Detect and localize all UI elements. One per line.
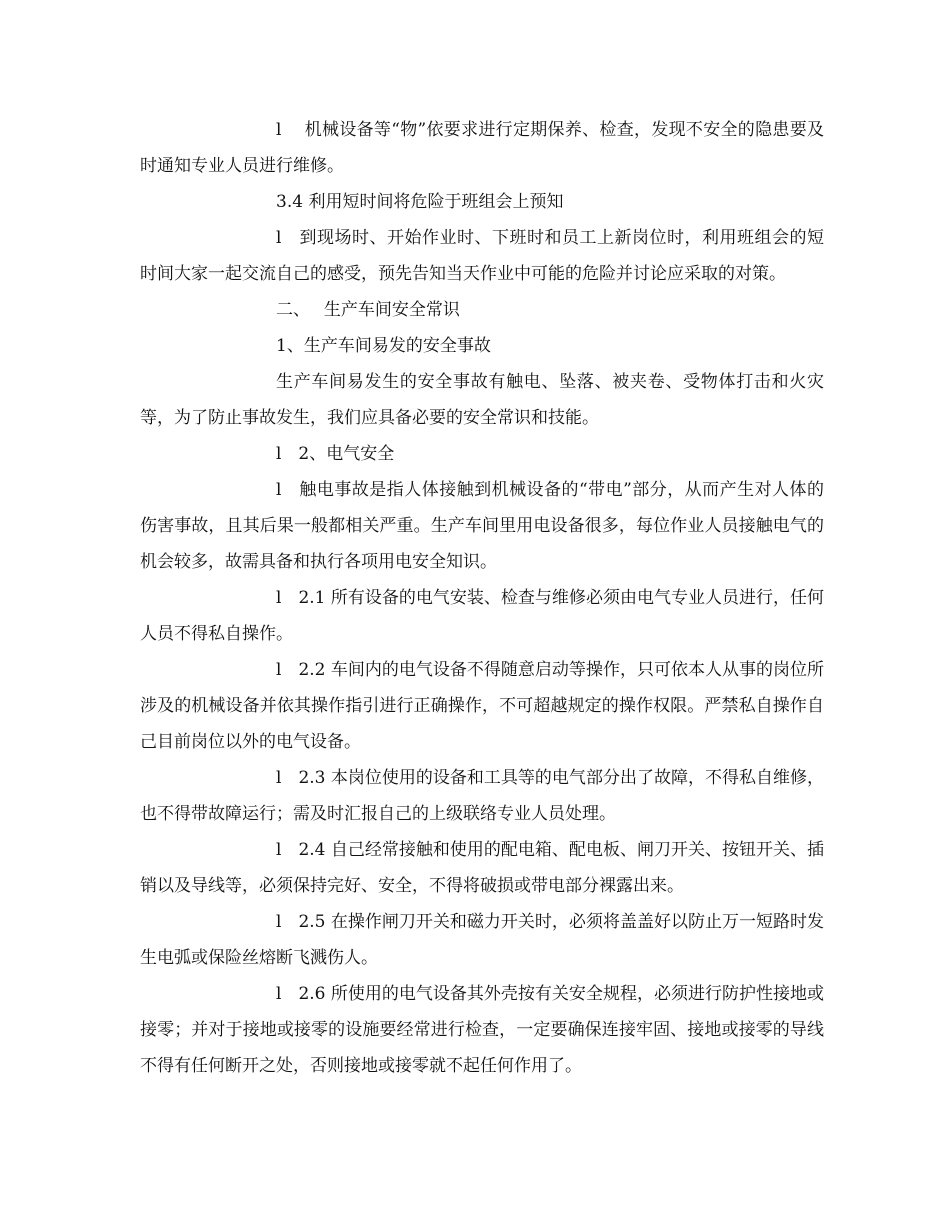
chapter-heading-two: 二、 生产车间安全常识 (276, 300, 460, 320)
paragraph-maintenance: l 机械设备等“物”依要求进行定期保养、检查，发现不安全的隐患要及时通知专业人员进行维修。 (140, 120, 824, 176)
document-page (140, 112, 824, 1084)
paragraph-2-1: l 2.1 所有设备的电气安装、检查与维修必须由电气专业人员进行，任何人员不得私自操作。 (140, 588, 824, 644)
paragraph-2-4: l 2.4 自己经常接触和使用的配电箱、配电板、闸刀开关、按钮开关、插销以及导线等，必须保持完好、安全，不得将破损或带电部分裸露出来。 (140, 840, 824, 896)
paragraph-2-6: l 2.6 所使用的电气设备其外壳按有关安全规程，必须进行防护性接地或接零；并对于接地或接零的设施要经常进行检查，一定要确保连接牢固、接地或接零的导线不得有任何断开之处，否则接地或接零就不起任何作用了。 (140, 984, 824, 1076)
section-heading-3-4: 3.4 利用短时间将危险于班组会上预知 (276, 192, 564, 212)
paragraph-2-3: l 2.3 本岗位使用的设备和工具等的电气部分出了故障，不得私自维修，也不得带故障运行；需及时汇报自己的上级联络专业人员处理。 (140, 768, 824, 824)
paragraph-accidents: 生产车间易发生的安全事故有触电、坠落、被夹卷、受物体打击和火灾等，为了防止事故发生，我们应具备必要的安全常识和技能。 (140, 372, 824, 428)
paragraph-2-2: l 2.2 车间内的电气设备不得随意启动等操作，只可依本人从事的岗位所涉及的机械设备并依其操作指引进行正确操作，不可超越规定的操作权限。严禁私自操作自己目前岗位以外的电气设备。 (140, 660, 824, 752)
section-heading-1: 1、生产车间易发的安全事故 (276, 336, 491, 356)
paragraph-team-meeting: l 到现场时、开始作业时、下班时和员工上新岗位时，利用班组会的短时间大家一起交流自己的感受，预先告知当天作业中可能的危险并讨论应采取的对策。 (140, 228, 824, 284)
paragraph-electric-shock: l 触电事故是指人体接触到机械设备的“带电”部分，从而产生对人体的伤害事故，且其后果一般都相关严重。生产车间里用电设备很多，每位作业人员接触电气的机会较多，故需具备和执行各项用电安全知识。 (140, 480, 824, 572)
section-heading-2: l 2、电气安全 (276, 444, 395, 464)
paragraph-2-5: l 2.5 在操作闸刀开关和磁力开关时，必须将盖盖好以防止万一短路时发生电弧或保险丝熔断飞溅伤人。 (140, 912, 824, 968)
